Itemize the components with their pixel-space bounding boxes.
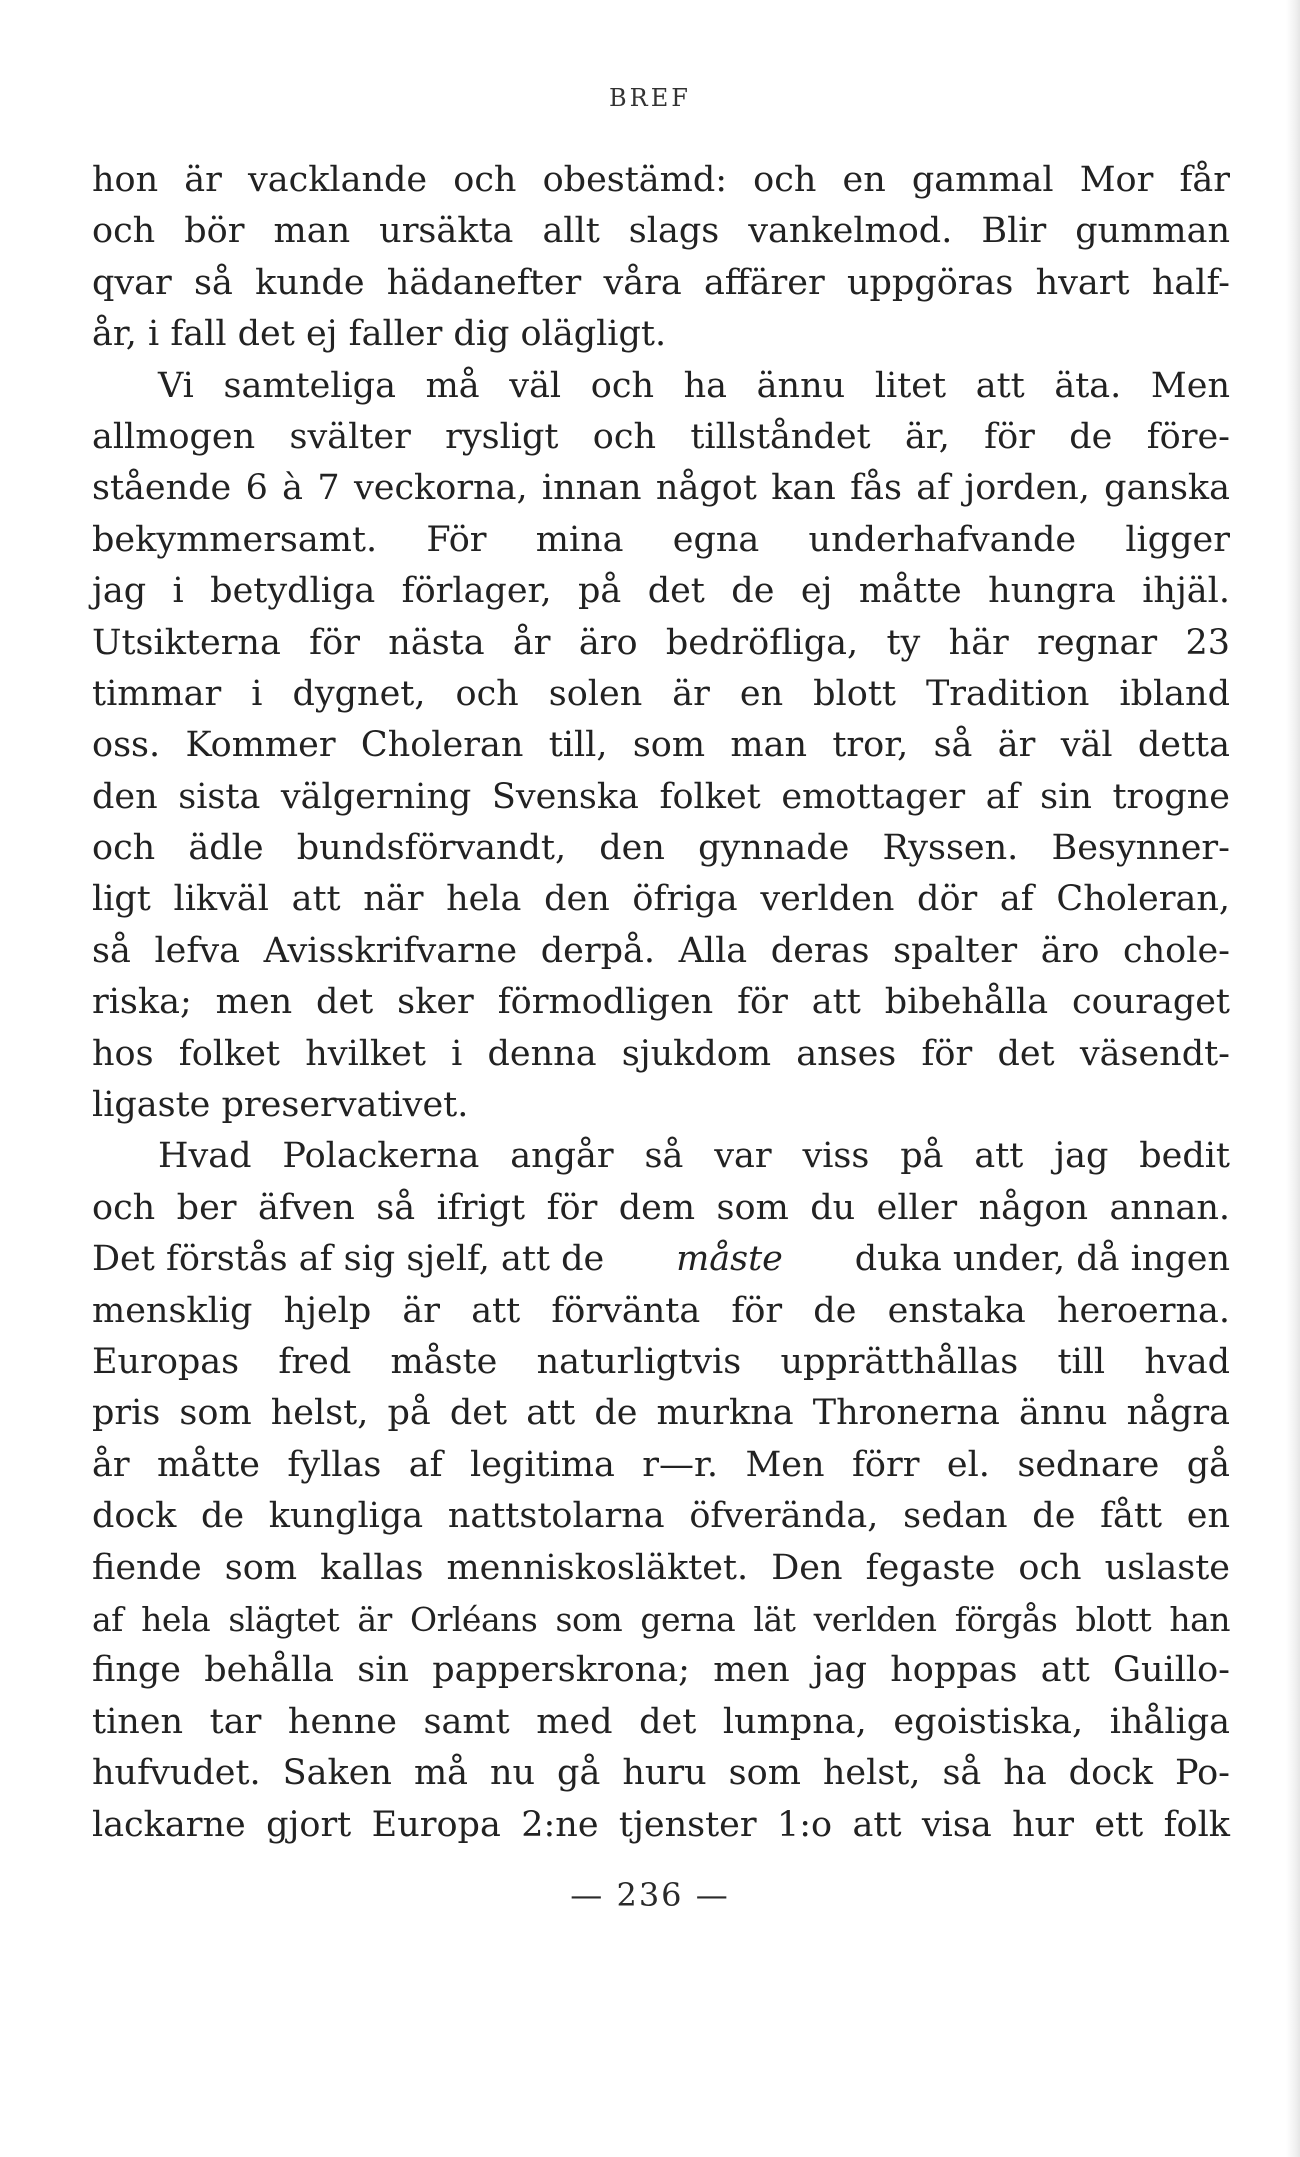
text-line: Europas fred måste naturligtvis upprätthållas till hvad bbox=[92, 1341, 1230, 1382]
text-line: qvar så kunde hädanefter våra affärer uppgöras hvart half- bbox=[92, 262, 1230, 303]
text-line: bekymmersamt. För mina egna underhafvande ligger bbox=[92, 519, 1230, 560]
text-line: jag i betydliga förlager, på det de ej måtte hungra ihjäl. bbox=[92, 571, 1230, 612]
text-line: ligt likväl att när hela den öfriga verlden dör af Choleran, bbox=[92, 879, 1230, 920]
text-line: allmogen svälter rysligt och tillståndet är, för de före- bbox=[92, 416, 1230, 457]
page-edge-shadow bbox=[1286, 0, 1300, 2157]
running-head: BREF bbox=[609, 84, 691, 112]
text-line: tinen tar henne samt med det lumpna, egoistiska, ihåliga bbox=[92, 1701, 1230, 1742]
text-line: mensklig hjelp är att förvänta för de enstaka heroerna. bbox=[92, 1290, 1230, 1331]
text-fragment: Det förstås af sig sjelf, att de bbox=[92, 1239, 605, 1280]
text-line: oss. Kommer Choleran till, som man tror, så är väl detta bbox=[92, 725, 1230, 766]
text-line: så lefva Avisskrifvarne derpå. Alla deras spalter äro chole- bbox=[92, 930, 1230, 971]
text-line: stående 6 à 7 veckorna, innan något kan fås af jorden, ganska bbox=[92, 468, 1230, 509]
text-line: och ädle bundsförvandt, den gynnade Ryssen. Besynner- bbox=[92, 828, 1230, 869]
text-line: Utsikterna för nästa år äro bedröfliga, ty här regnar 23 bbox=[92, 622, 1230, 663]
emphasized-word: måste bbox=[676, 1239, 783, 1280]
text-line: år måtte fyllas af legitima r—r. Men förr el. sednare gå bbox=[92, 1444, 1230, 1485]
page-number: — 236 — bbox=[570, 1876, 730, 1914]
text-line: Hvad Polackerna angår så var viss på att jag bedit bbox=[158, 1136, 1230, 1177]
text-fragment: duka under, då ingen bbox=[854, 1239, 1230, 1280]
text-line: timmar i dygnet, och solen är en blott Tradition ibland bbox=[92, 673, 1230, 714]
text-line-with-emphasis bbox=[92, 1234, 1230, 1285]
text-line: hon är vacklande och obestämd: och en gammal Mor får bbox=[92, 160, 1230, 200]
text-line: af hela slägtet är Orléans som gerna lät verlden förgås blott han bbox=[92, 1599, 1230, 1639]
text-line: ligaste preservativet. bbox=[92, 1085, 469, 1126]
text-line: dock de kungliga nattstolarna öfverända, sedan de fått en bbox=[92, 1496, 1230, 1537]
text-line: hufvudet. Saken må nu gå huru som helst, så ha dock Po- bbox=[92, 1753, 1230, 1794]
body-text bbox=[92, 155, 1230, 1851]
text-line: finge behålla sin papperskrona; men jag hoppas att Guillo- bbox=[92, 1650, 1230, 1691]
text-line: pris som helst, på det att de murkna Thronerna ännu några bbox=[92, 1393, 1230, 1434]
text-line: lackarne gjort Europa 2:ne tjenster 1:o att visa hur ett folk bbox=[92, 1804, 1230, 1845]
text-line: den sista välgerning Svenska folket emottager af sin trogne bbox=[92, 776, 1230, 817]
text-line: år, i fall det ej faller dig olägligt. bbox=[92, 314, 667, 355]
text-line: hos folket hvilket i denna sjukdom anses för det väsendt- bbox=[92, 1033, 1230, 1074]
text-line: och bör man ursäkta allt slags vankelmod. Blir gumman bbox=[92, 211, 1230, 252]
text-line: riska; men det sker förmodligen för att bibehålla couraget bbox=[92, 982, 1230, 1023]
text-line: fiende som kallas menniskosläktet. Den fegaste och uslaste bbox=[92, 1547, 1230, 1588]
text-line: och ber äfven så ifrigt för dem som du eller någon annan. bbox=[92, 1187, 1230, 1228]
text-line: Vi samteliga må väl och ha ännu litet att äta. Men bbox=[158, 365, 1230, 406]
